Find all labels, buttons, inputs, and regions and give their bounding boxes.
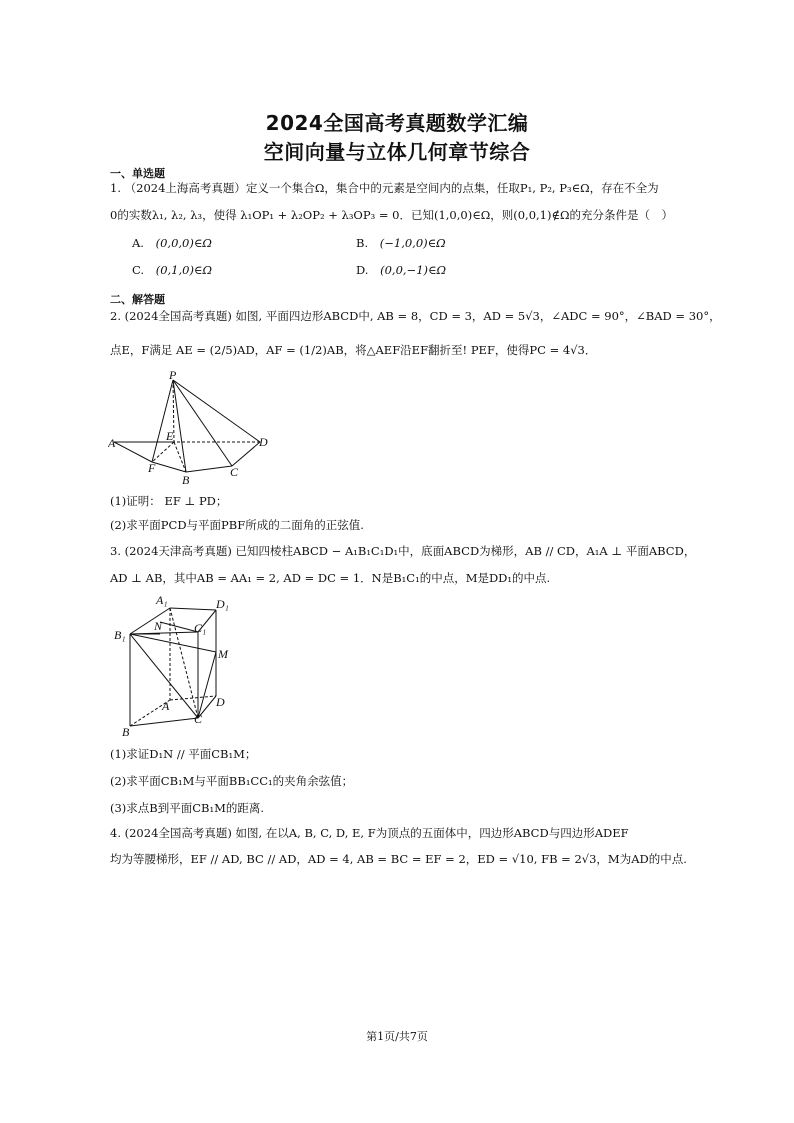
option-label: A.	[132, 236, 144, 250]
title-line-1: 2024全国高考真题数学汇编	[265, 111, 529, 135]
label-n: N	[154, 619, 163, 633]
section-heading-single-choice: 一、单选题	[110, 167, 165, 180]
label-a1: A₁	[156, 593, 168, 607]
q3-part-2: (2)求平面CB₁M与平面BB₁CC₁的夹角余弦值；	[110, 774, 354, 788]
label-a: A	[162, 699, 170, 713]
option-text: (0,0,0)∈Ω	[155, 236, 212, 250]
label-b1: B₁	[114, 628, 126, 642]
q3-line-2: AD ⊥ AB，其中AB = AA₁ = 2, AD = DC = 1．N是B₁C₁的中点，M是DD₁的中点.	[110, 571, 551, 585]
q4-line-2: 均为等腰梯形，EF // AD, BC // AD，AD = 4, AB = BC = EF = 2，ED = √10, FB = 2√3，M为AD的中点.	[110, 852, 687, 866]
option-text: (0,0,−1)∈Ω	[380, 263, 447, 277]
option-label: B.	[356, 236, 369, 250]
label-c: C	[194, 712, 203, 726]
q1-option-a	[132, 236, 212, 250]
q2-line-1: 2. (2024全国高考真题) 如图, 平面四边形ABCD中, AB = 8，CD = 3，AD = 5√3，∠ADC = 90°，∠BAD = 30°，	[110, 309, 721, 323]
label-b: B	[182, 473, 190, 487]
label-c: C	[230, 465, 239, 479]
section-heading-solutions: 二、解答题	[110, 293, 165, 306]
option-text: (−1,0,0)∈Ω	[379, 236, 446, 250]
q2-part-2: (2)求平面PCD与平面PBF所成的二面角的正弦值.	[110, 518, 364, 532]
label-d: D	[216, 695, 225, 709]
label-a: A	[108, 436, 116, 450]
q1-line-2: 0的实数λ₁, λ₂, λ₃，使得 λ₁OP₁ + λ₂OP₂ + λ₃OP₃ = 0．已知(1,0,0)∈Ω，则(0,0,1)∉Ω的充分条件是（ ）	[110, 208, 674, 222]
label-c1: C₁	[194, 621, 207, 635]
q2-line-2: 点E，F满足 AE = (2/5)AD，AF = (1/2)AB，将△AEF沿EF翻折至! PEF，使得PC = 4√3．	[110, 343, 597, 357]
q2-part-1: (1)证明： EF ⊥ PD；	[110, 494, 228, 508]
q3-part-1: (1)求证D₁N // 平面CB₁M；	[110, 747, 257, 761]
option-label: C.	[132, 263, 145, 277]
q2-figure	[108, 368, 278, 488]
q4-line-1: 4. (2024全国高考真题) 如图, 在以A, B, C, D, E, F为顶点的五面体中，四边形ABCD与四边形ADEF	[110, 826, 629, 840]
page-footer: 第1页/共7页	[366, 1030, 428, 1043]
q1-line-1: 1. （2024上海高考真题）定义一个集合Ω，集合中的元素是空间内的点集，任取P₁, P₂, P₃∈Ω，存在不全为	[110, 181, 659, 195]
label-e: E	[166, 429, 174, 443]
q3-part-3: (3)求点B到平面CB₁M的距离.	[110, 801, 265, 815]
label-d1: D₁	[216, 597, 229, 611]
q1-option-b	[356, 236, 446, 250]
label-d: D	[259, 435, 268, 449]
label-m: M	[218, 647, 228, 661]
option-text: (0,1,0)∈Ω	[155, 263, 212, 277]
q3-line-1: 3. (2024天津高考真题) 已知四棱柱ABCD − A₁B₁C₁D₁中，底面ABCD为梯形，AB // CD，A₁A ⊥ 平面ABCD，	[110, 544, 696, 558]
label-f: F	[148, 461, 156, 475]
label-p: P	[169, 368, 177, 382]
option-label: D.	[356, 263, 369, 277]
q3-figure	[112, 592, 242, 742]
q1-option-c	[132, 263, 212, 277]
label-b: B	[122, 725, 130, 739]
q1-option-d	[356, 263, 446, 277]
title-line-2: 空间向量与立体几何章节综合	[263, 140, 531, 164]
